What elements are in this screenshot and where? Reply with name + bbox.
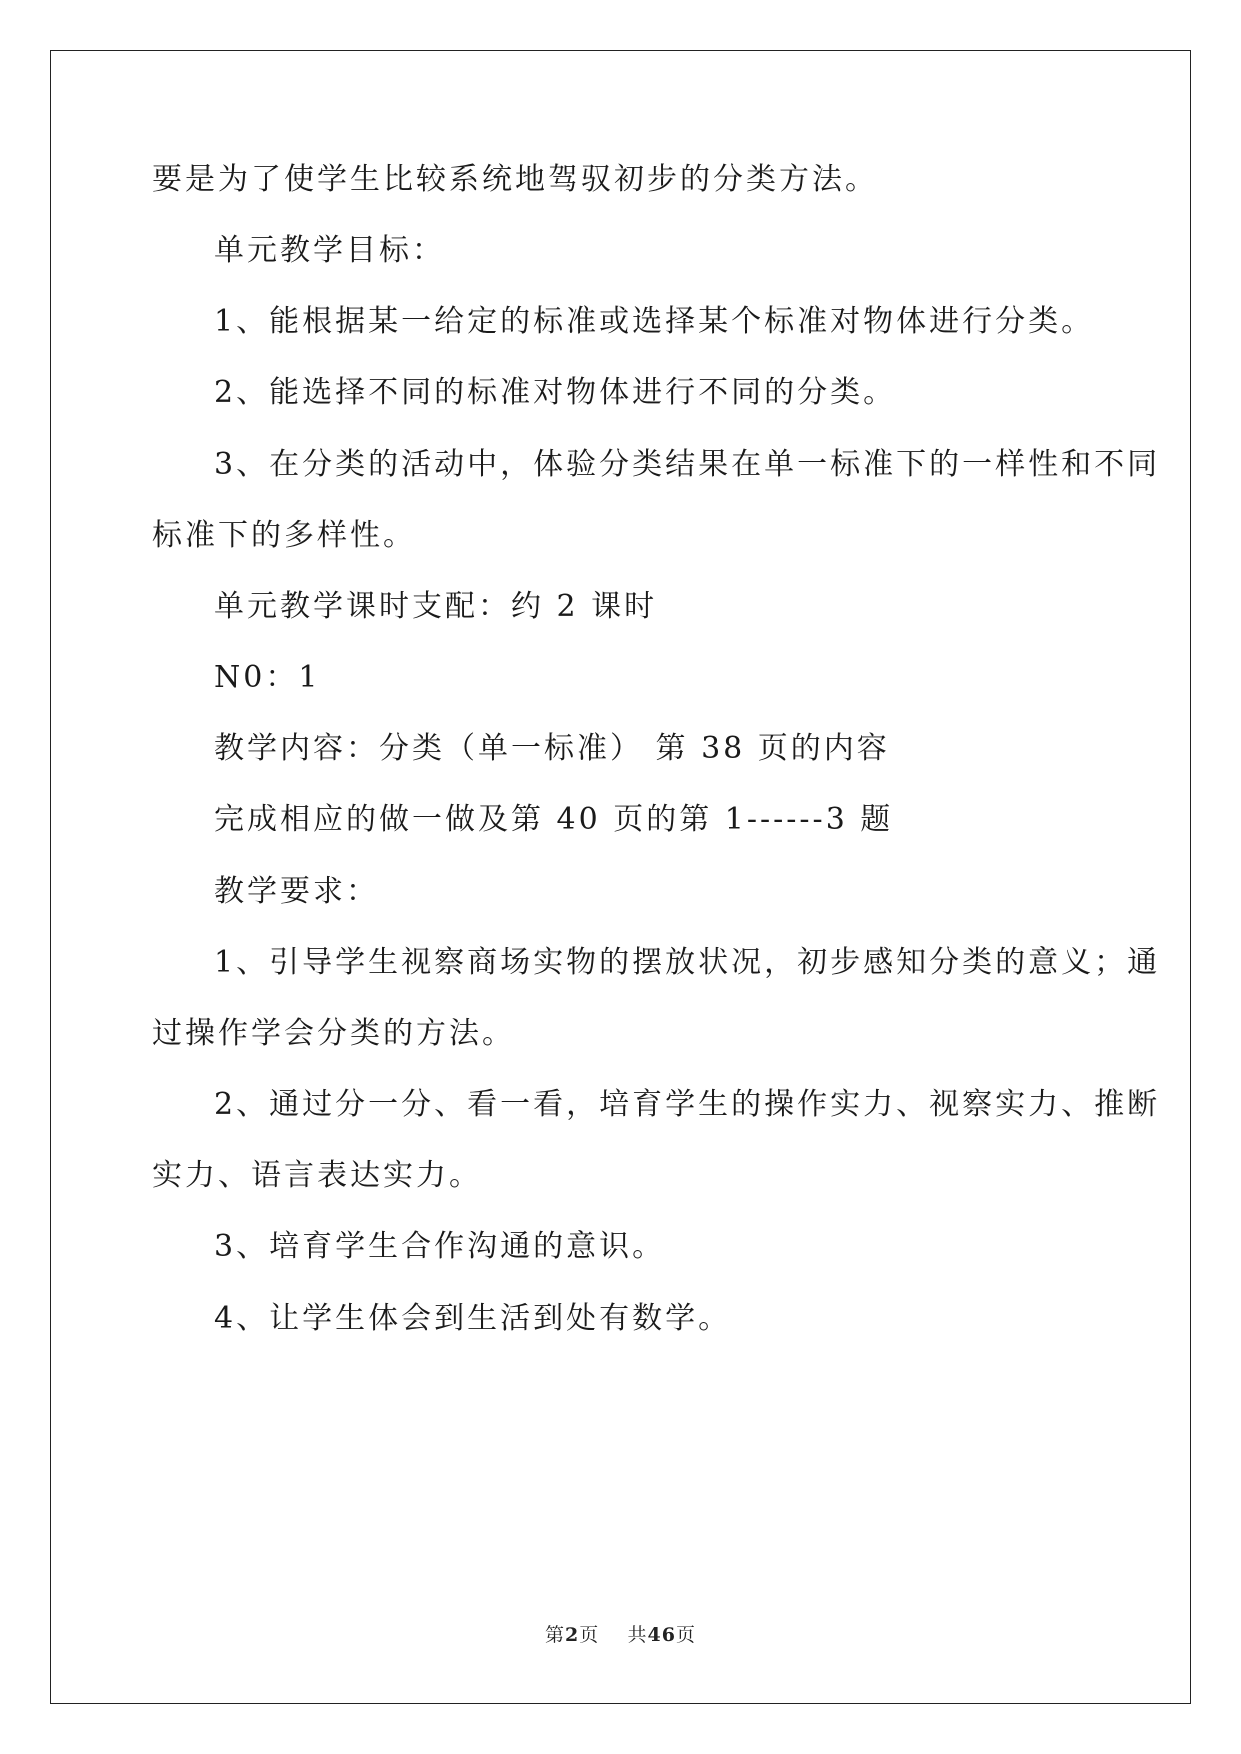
paragraph-line: 2、能选择不同的标准对物体进行不同的分类。 — [214, 375, 897, 410]
paragraph-line: 完成相应的做一做及第 40 页的第 1------3 题 — [214, 802, 894, 837]
paragraph-line: 2、通过分一分、看一看，培育学生的操作实力、视察实力、推断 — [214, 1087, 1161, 1122]
paragraph-line: 1、能根据某一给定的标准或选择某个标准对物体进行分类。 — [214, 304, 1095, 339]
page-footer — [0, 1620, 1241, 1647]
paragraph-line: 3、培育学生合作沟通的意识。 — [214, 1229, 666, 1264]
footer-page-suffix: 页 — [579, 1624, 600, 1646]
footer-prefix: 第 — [545, 1624, 566, 1646]
paragraph-line: 教学内容：分类（单一标准） 第 38 页的内容 — [214, 731, 890, 766]
paragraph-line: 4、让学生体会到生活到处有数学。 — [214, 1301, 732, 1336]
paragraph-line: 1、引导学生视察商场实物的摆放状况，初步感知分类的意义；通 — [214, 945, 1161, 980]
footer-total-pages: 46 — [647, 1624, 676, 1646]
paragraph-line: 3、在分类的活动中，体验分类结果在单一标准下的一样性和不同 — [214, 447, 1161, 482]
paragraph-line: N0：1 — [214, 660, 321, 695]
paragraph-line: 标准下的多样性。 — [152, 518, 416, 553]
paragraph-line: 教学要求： — [214, 874, 379, 909]
footer-page-number: 2 — [565, 1624, 580, 1646]
footer-total-suffix: 页 — [675, 1624, 696, 1646]
paragraph-line: 要是为了使学生比较系统地驾驭初步的分类方法。 — [152, 162, 878, 197]
paragraph-line: 过操作学会分类的方法。 — [152, 1016, 515, 1051]
paragraph-line: 单元教学课时支配：约 2 课时 — [214, 589, 658, 624]
footer-total-prefix: 共 — [627, 1624, 648, 1646]
paragraph-line: 单元教学目标： — [214, 233, 445, 268]
paragraph-line: 实力、语言表达实力。 — [152, 1158, 482, 1193]
